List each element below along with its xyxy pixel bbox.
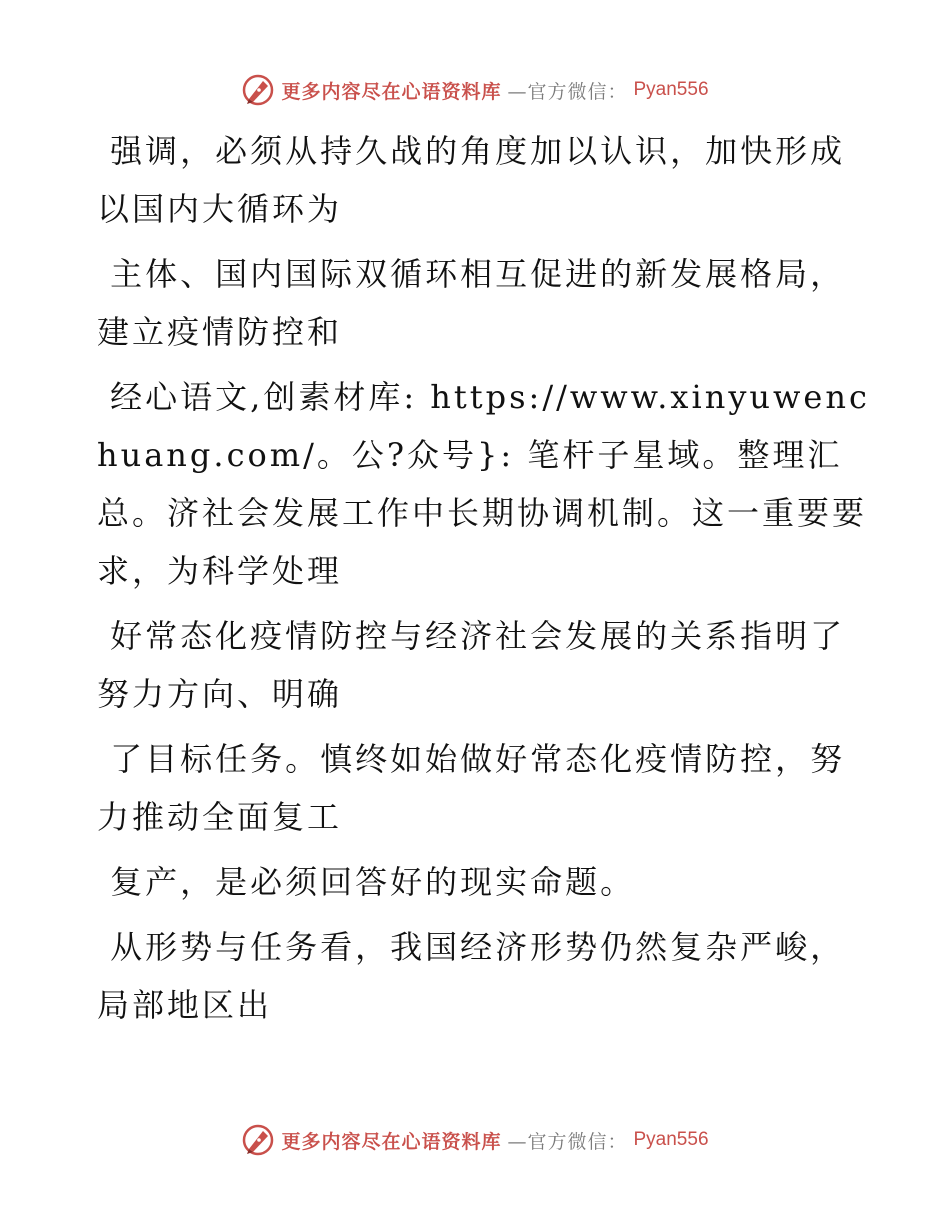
footer-banner-text: 更多内容尽在心语资料库: [281, 1130, 502, 1153]
pen-nib-logo-icon: [241, 1123, 275, 1157]
footer-banner: [0, 1120, 950, 1160]
footer-banner-wechat-id: Pyan556: [633, 1129, 709, 1150]
paragraph-2: 主体、国内国际双循环相互促进的新发展格局，建立疫情防控和: [97, 255, 846, 351]
pen-nib-logo-icon: [241, 73, 275, 107]
header-banner-text: 更多内容尽在心语资料库: [281, 80, 502, 103]
paragraph-6: 复产，是必须回答好的现实命题。: [97, 863, 636, 901]
header-banner: [0, 70, 950, 110]
header-banner-wechat-id: Pyan556: [633, 79, 709, 100]
paragraph-7: 从形势与任务看，我国经济形势仍然复杂严峻，局部地区出: [97, 928, 846, 1024]
paragraph-1: 强调，必须从持久战的角度加以认识，加快形成以国内大循环为: [97, 132, 846, 228]
header-banner-separator: —官方微信：: [507, 80, 628, 103]
document-body: [97, 122, 877, 1041]
footer-banner-separator: —官方微信：: [507, 1130, 628, 1153]
paragraph-5: 了目标任务。慎终如始做好常态化疫情防控，努力推动全面复工: [97, 740, 846, 836]
paragraph-4: 好常态化疫情防控与经济社会发展的关系指明了努力方向、明确: [97, 617, 846, 713]
paragraph-3: 经心语文,创素材库: https://www.xinyuwenchuang.com/。公?众号}: 笔杆子星域。整理汇总。济社会发展工作中长期协调机制。这一重要要求，为科学处理: [97, 378, 870, 590]
